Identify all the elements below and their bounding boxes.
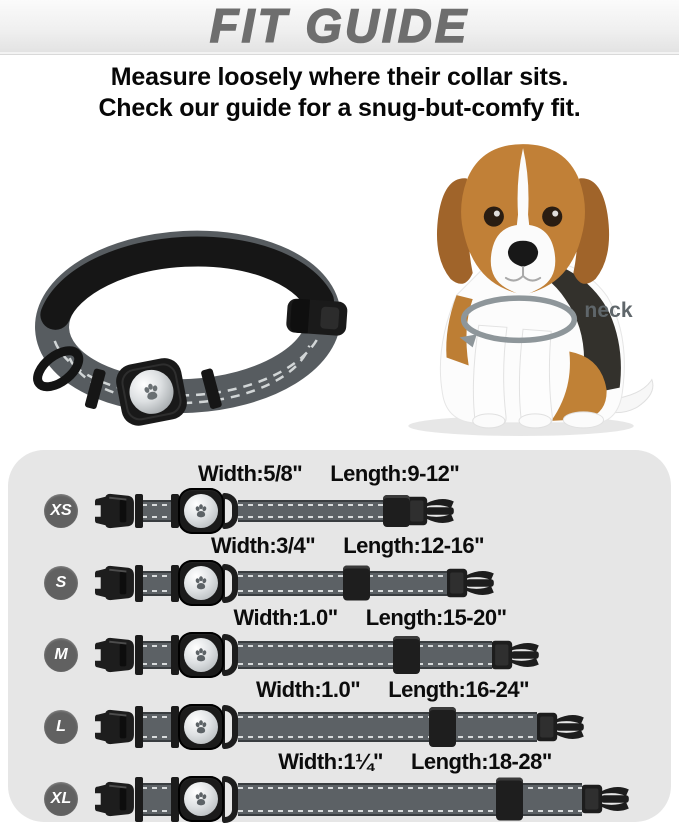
collar-buckle-right-icon bbox=[490, 636, 542, 674]
paw-print-icon bbox=[192, 790, 210, 808]
width-spec: Width:1¼" bbox=[278, 749, 383, 774]
paw-print-icon bbox=[192, 718, 210, 736]
collar-keeper bbox=[135, 565, 143, 602]
collar-keeper bbox=[135, 494, 143, 528]
collar-graphic bbox=[92, 487, 457, 535]
size-specs bbox=[92, 606, 542, 630]
airtag-holder bbox=[178, 488, 224, 534]
size-row-xs bbox=[44, 461, 671, 535]
size-badge-l bbox=[44, 710, 78, 744]
subtitle-line-2: Check our guide for a snug-but-comfy fit. bbox=[98, 94, 581, 122]
airtag-holder bbox=[178, 776, 224, 822]
collar-dring bbox=[222, 705, 238, 749]
collar-product-image bbox=[10, 212, 362, 438]
airtag-disc bbox=[184, 782, 218, 816]
size-badge-xs bbox=[44, 494, 78, 528]
collar-graphic bbox=[92, 703, 587, 751]
collar-strap bbox=[238, 500, 407, 522]
size-specs bbox=[92, 750, 632, 774]
title-band bbox=[0, 0, 679, 54]
airtag-holder bbox=[178, 632, 224, 678]
collar-graphic bbox=[92, 559, 497, 607]
collar-strap-short bbox=[142, 641, 172, 669]
length-spec: Length:18-28" bbox=[410, 749, 552, 774]
collar-buckle-right-icon bbox=[405, 492, 457, 530]
size-label: S bbox=[55, 574, 67, 591]
collar-keeper bbox=[135, 777, 143, 822]
size-label: XS bbox=[50, 502, 72, 519]
collar-dring bbox=[222, 493, 238, 529]
paw-print-icon bbox=[192, 574, 210, 592]
size-label: M bbox=[54, 646, 68, 663]
collar-adjuster bbox=[383, 495, 410, 527]
width-spec: Width:1.0" bbox=[255, 677, 361, 702]
collar-strap bbox=[238, 712, 537, 742]
size-label: XL bbox=[50, 790, 72, 807]
width-spec: Width:3/4" bbox=[210, 533, 316, 558]
collar-buckle-right-icon bbox=[535, 708, 587, 746]
collar-strap bbox=[238, 641, 492, 669]
width-spec: Width:5/8" bbox=[198, 461, 303, 486]
airtag-holder bbox=[178, 560, 224, 606]
length-spec: Length:16-24" bbox=[388, 677, 530, 702]
airtag-holder bbox=[178, 704, 224, 750]
collar-buckle-left-icon bbox=[92, 780, 136, 818]
collar-dring bbox=[222, 634, 238, 676]
size-chart-panel bbox=[8, 450, 671, 822]
collar-buckle-left-icon bbox=[92, 492, 136, 530]
collar-strap bbox=[238, 571, 447, 596]
collar-adjuster bbox=[393, 636, 420, 674]
airtag-disc bbox=[184, 710, 218, 744]
size-row-xl bbox=[44, 749, 671, 823]
paw-print-icon bbox=[192, 502, 210, 520]
collar-keeper bbox=[135, 706, 143, 748]
size-badge-xl bbox=[44, 782, 78, 816]
collar-dring bbox=[222, 776, 238, 823]
paw-print-icon bbox=[192, 646, 210, 664]
dog-image bbox=[372, 126, 664, 438]
width-spec: Width:1.0" bbox=[233, 605, 338, 630]
collar-adjuster bbox=[343, 566, 370, 601]
size-specs bbox=[92, 678, 587, 702]
collar-buckle-right-icon bbox=[580, 780, 632, 818]
collar-strap-short bbox=[142, 712, 172, 742]
size-badge-m bbox=[44, 638, 78, 672]
length-spec: Length:15-20" bbox=[365, 605, 507, 630]
airtag-disc bbox=[184, 494, 218, 528]
collar-graphic bbox=[92, 631, 542, 679]
size-badge-s bbox=[44, 566, 78, 600]
size-specs bbox=[92, 534, 497, 558]
page-title: FIT GUIDE bbox=[209, 0, 470, 52]
collar-strap-short bbox=[142, 500, 172, 522]
collar-photo-buckle bbox=[286, 298, 348, 336]
size-specs bbox=[92, 461, 460, 486]
size-row-l bbox=[44, 677, 671, 751]
length-spec: Length:12-16" bbox=[343, 533, 485, 558]
collar-buckle-right-icon bbox=[445, 564, 497, 602]
size-row-s bbox=[44, 533, 671, 607]
neck-label: neck bbox=[584, 299, 633, 323]
subtitle bbox=[0, 62, 679, 124]
collar-photo-airtag-holder bbox=[113, 355, 190, 428]
collar-strap bbox=[238, 783, 582, 816]
figures-section bbox=[0, 124, 679, 440]
collar-adjuster bbox=[429, 707, 456, 747]
airtag-disc bbox=[184, 638, 218, 672]
collar-strap-short bbox=[142, 783, 172, 816]
collar-strap-short bbox=[142, 571, 172, 596]
collar-buckle-left-icon bbox=[92, 708, 136, 746]
airtag-disc bbox=[184, 566, 218, 600]
subtitle-line-1: Measure loosely where their collar sits. bbox=[110, 63, 569, 91]
collar-graphic bbox=[92, 775, 632, 823]
length-spec: Length:9-12" bbox=[330, 461, 460, 486]
size-label: L bbox=[56, 718, 66, 735]
collar-adjuster bbox=[496, 778, 523, 821]
size-row-m bbox=[44, 605, 671, 679]
collar-dring bbox=[222, 564, 238, 603]
collar-buckle-left-icon bbox=[92, 564, 136, 602]
collar-buckle-left-icon bbox=[92, 636, 136, 674]
collar-keeper bbox=[135, 635, 143, 675]
